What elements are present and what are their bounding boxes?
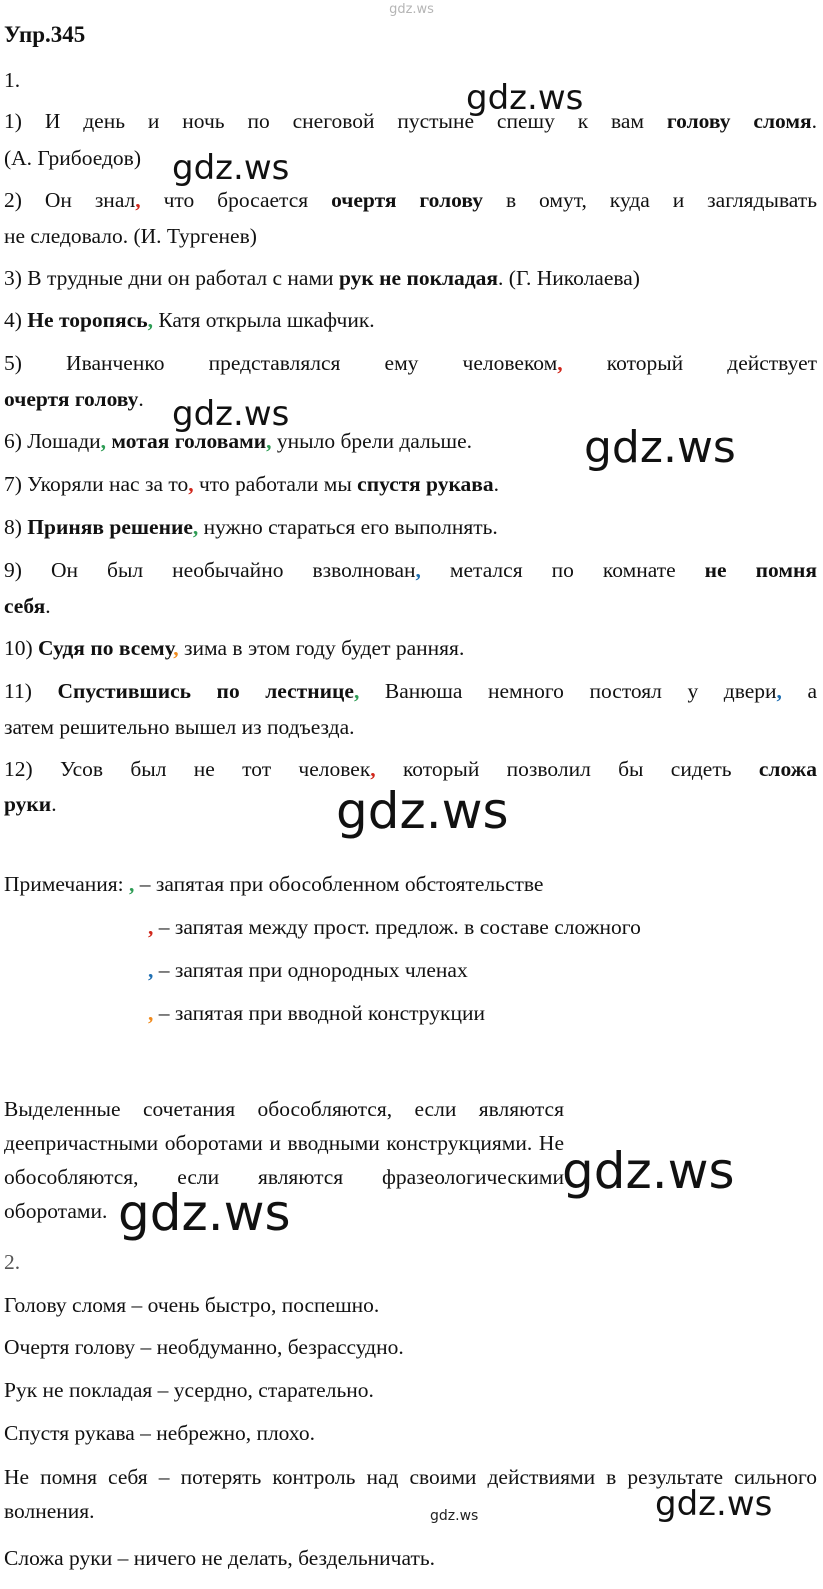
watermark-3: gdz.ws [172,394,290,434]
watermark-5: gdz.ws [336,782,509,840]
meaning-6: Сложа руки – ничего не делать, бездельничать. [4,1546,436,1570]
watermark-top: gdz.ws [389,2,434,17]
meaning-4: Спустя рукава – небрежно, плохо. [4,1421,315,1445]
notes-row-4: , – запятая при вводной конструкции [148,1001,485,1025]
sentence-10: 10) Судя по всему, зима в этом году будет ранняя. [4,636,465,660]
sentence-11: 11) Спустившись по лестнице, Ванюша немного постоял у двери, а [4,679,818,703]
sentence-5: 5) Иванченко представлялся ему человеком, который действует [4,351,818,375]
sentence-8: 8) Приняв решение, нужно стараться его выполнять. [4,515,498,539]
watermark-1: gdz.ws [466,78,584,118]
watermark-2: gdz.ws [172,148,290,188]
exercise-title: Упр.345 [4,22,86,47]
section-2-label: 2. [4,1250,21,1274]
section-1-label: 1. [4,68,21,92]
conclusion-paragraph: Выделенные сочетания обособляются, если являются деепричастными оборотами и вводными конструкциями. Не обособляются, если являются фразеологическими оборотами. [4,1097,564,1223]
sentence-2: 2) Он знал, что бросается очертя голову в омут, куда и заглядывать [4,188,817,212]
sentence-11-cont: затем решительно вышел из подъезда. [4,715,355,739]
watermark-bottom: gdz.ws [430,1508,479,1524]
watermark-6: gdz.ws [562,1142,735,1200]
legend-mark-blue: , [148,958,154,982]
sentence-12: 12) Усов был не тот человек, который позволил бы сидеть сложа [4,757,818,781]
legend-mark-green: , [129,872,135,896]
notes-row-1: Примечания: , – запятая при обособленном обстоятельстве [4,872,544,896]
meaning-3: Рук не покладая – усердно, старательно. [4,1378,374,1402]
sentence-2-cont: не следовало. (И. Тургенев) [4,224,257,248]
watermark-4: gdz.ws [584,422,736,473]
sentence-5-cont: очертя голову. [4,387,144,411]
notes-label: Примечания: [4,872,124,896]
notes-row-3: , – запятая при однородных членах [148,958,468,982]
sentence-1: 1) И день и ночь по снеговой пустыне спешу к вам голову сломя. [4,109,817,133]
sentence-9-cont: себя. [4,594,51,618]
sentence-7: 7) Укоряли нас за то, что работали мы спустя рукава. [4,472,499,496]
meaning-1: Голову сломя – очень быстро, поспешно. [4,1293,380,1317]
sentence-12-cont: руки. [4,792,57,816]
watermark-7: gdz.ws [118,1184,291,1242]
meaning-2: Очертя голову – необдуманно, безрассудно. [4,1335,404,1359]
watermark-8: gdz.ws [655,1484,773,1524]
meaning-5: Не помня себя – потерять контроль над своими действиями в результате сильного волнения. [4,1465,817,1523]
notes-row-2: , – запятая между прост. предлож. в составе сложного [148,915,641,939]
sentence-6: 6) Лошади, мотая головами, уныло брели дальше. [4,429,472,453]
legend-mark-red: , [148,915,154,939]
legend-mark-orange: , [148,1001,154,1025]
sentence-9: 9) Он был необычайно взволнован, метался по комнате не помня [4,558,818,582]
sentence-3: 3) В трудные дни он работал с нами рук не покладая. (Г. Николаева) [4,266,640,290]
sentence-4: 4) Не торопясь, Катя открыла шкафчик. [4,308,375,332]
sentence-1-cont: (А. Грибоедов) [4,146,141,170]
